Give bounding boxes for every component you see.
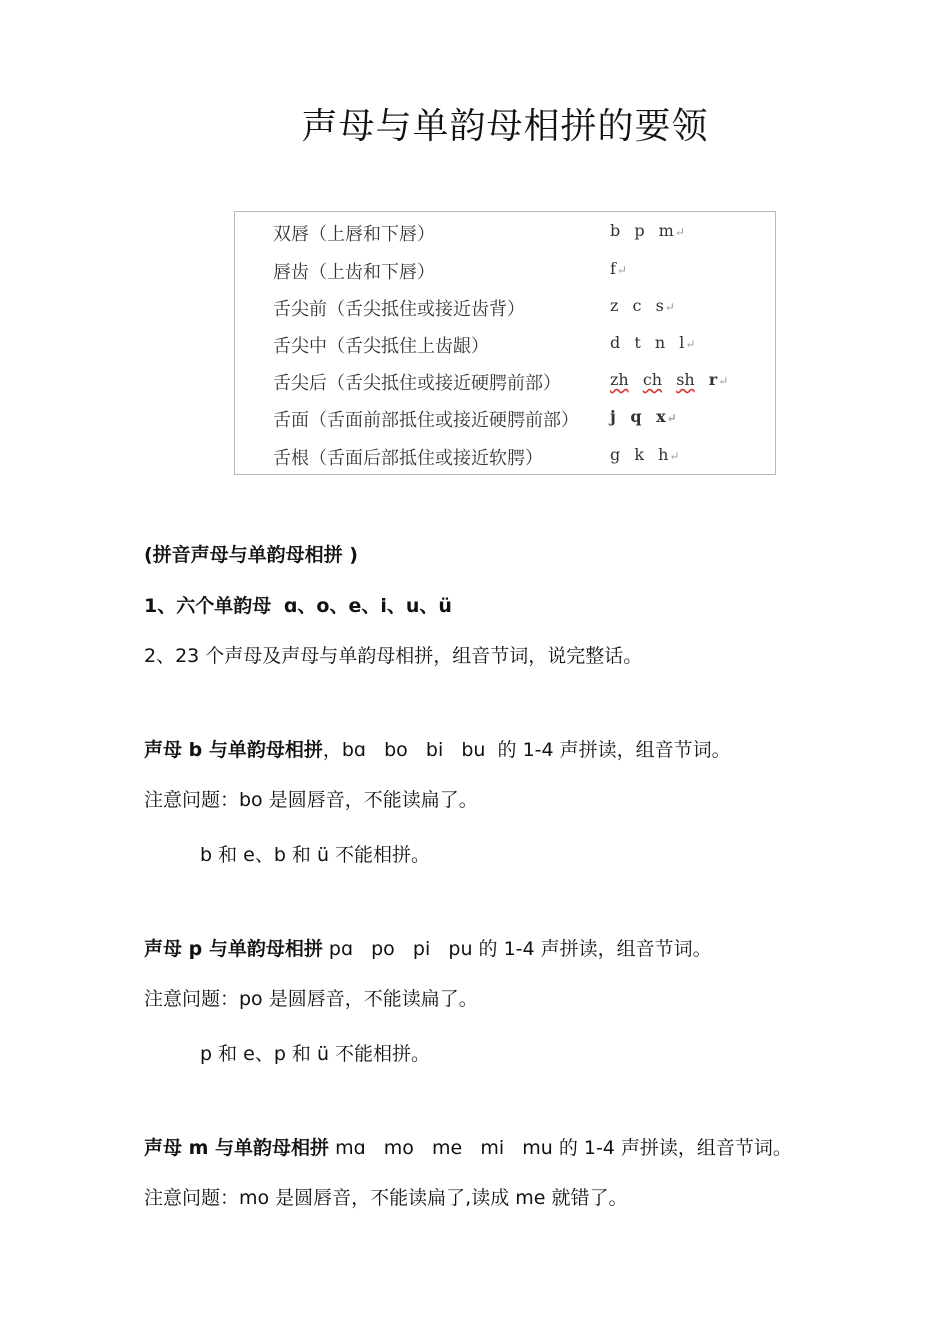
table-row — [235, 295, 775, 321]
initials-letters: j q x↵ — [610, 407, 677, 426]
p-section-heading: 声母 p 与单韵母相拼 — [144, 938, 323, 960]
initials-letters: b p m↵ — [610, 221, 685, 240]
initials-letters: g k h↵ — [610, 445, 680, 464]
initials-letters: z c s↵ — [610, 296, 675, 315]
b-section-line — [144, 735, 731, 762]
place-label: 舌尖前（舌尖抵住或接近齿背） — [273, 299, 525, 320]
initials-letters: d t n l↵ — [610, 333, 696, 352]
section-header: (拼音声母与单韵母相拼 ) — [144, 544, 358, 566]
p-section-syllables: pɑ po pi pu 的 1-4 声拼读，组音节词。 — [322, 938, 712, 960]
table-row — [235, 332, 775, 358]
place-label: 舌根（舌面后部抵住或接近软腭） — [273, 448, 543, 469]
place-label: 舌尖中（舌尖抵住上齿龈） — [273, 336, 489, 357]
m-section-heading: 声母 m 与单韵母相拼 — [144, 1137, 330, 1159]
b-section-syllables: ，bɑ bo bi bu 的 1-4 声拼读，组音节词。 — [322, 739, 731, 761]
list-item-2: 2、23 个声母及声母与单韵母相拼，组音节词，说完整话。 — [144, 645, 643, 667]
place-label: 舌面（舌面前部抵住或接近硬腭前部） — [273, 410, 579, 431]
initials-letters: f↵ — [610, 259, 627, 278]
initials-table — [234, 211, 776, 475]
place-label: 舌尖后（舌尖抵住或接近硬腭前部） — [273, 373, 561, 394]
initials-letters: zh ch sh r↵ — [610, 370, 729, 389]
place-label: 唇齿（上齿和下唇） — [273, 262, 435, 283]
place-label: 双唇（上唇和下唇） — [273, 224, 435, 245]
m-section-note: 注意问题：mo 是圆唇音，不能读扁了,读成 me 就错了。 — [144, 1187, 628, 1209]
table-row — [235, 406, 775, 432]
p-section-note: 注意问题：po 是圆唇音，不能读扁了。 — [144, 988, 478, 1010]
table-row — [235, 369, 775, 395]
table-row — [235, 220, 775, 246]
b-section-rule: b 和 e、b 和 ü 不能相拼。 — [200, 844, 431, 866]
list-item-1: 1、六个单韵母 ɑ、o、e、i、u、ü — [144, 595, 452, 617]
table-row — [235, 444, 775, 470]
m-section-line — [144, 1133, 792, 1160]
table-row — [235, 258, 775, 284]
m-section-syllables: mɑ mo me mi mu 的 1-4 声拼读，组音节词。 — [329, 1137, 792, 1159]
b-section-heading: 声母 b 与单韵母相拼 — [144, 739, 323, 761]
page-title: 声母与单韵母相拼的要领 — [301, 106, 709, 147]
p-section-line — [144, 934, 712, 961]
b-section-note: 注意问题：bo 是圆唇音，不能读扁了。 — [144, 789, 478, 811]
p-section-rule: p 和 e、p 和 ü 不能相拼。 — [200, 1043, 431, 1065]
